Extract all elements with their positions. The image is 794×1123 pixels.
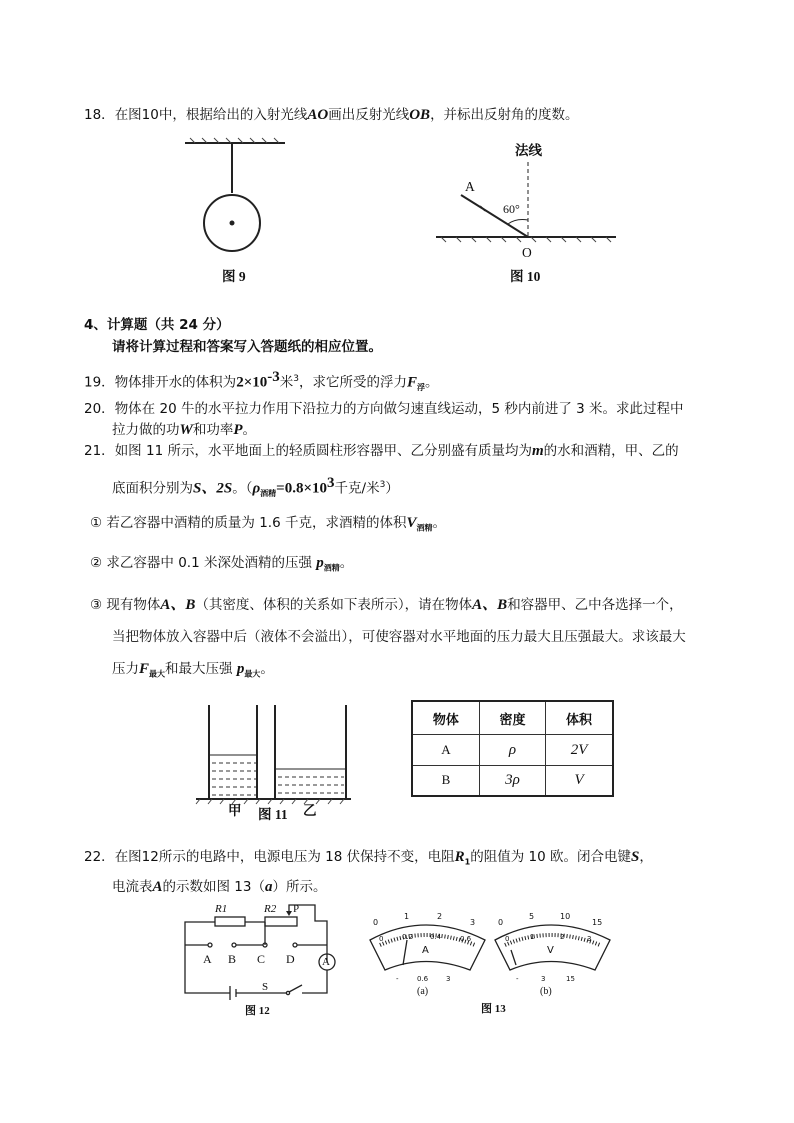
density-volume-table <box>411 700 614 797</box>
question-21-part2: ② 求乙容器中 0.1 米深处酒精的压强 $p_{酒精}$。 <box>90 555 354 573</box>
voltmeter-scale-top-0: 0 <box>498 918 504 927</box>
switch-label: S <box>262 981 269 993</box>
voltmeter-unit: V <box>547 945 554 956</box>
voltmeter-scale-bottom-3: 3 <box>587 935 592 943</box>
figure-11-containers <box>196 705 356 805</box>
question-21-line1: 21．如图 11 所示，水平地面上的轻质圆柱形容器甲、乙分别盛有质量均为m的水和酒精，甲、乙的 <box>84 443 679 459</box>
figure-13-caption: 图 13 <box>481 1003 506 1015</box>
ammeter-scale-bottom-3: 0.6 <box>460 935 472 943</box>
table-header-row <box>412 701 613 735</box>
table-cell: ρ <box>479 735 545 765</box>
angle-label: 60° <box>503 202 520 216</box>
ammeter-terminal-neg: - <box>396 975 399 983</box>
voltmeter-scale-bottom-2: 2 <box>560 933 565 941</box>
voltmeter-scale-top-2: 10 <box>560 912 571 921</box>
ammeter-scale-bottom-1: 0.2 <box>402 933 414 941</box>
voltmeter-scale-bottom-0: 0 <box>505 935 510 943</box>
voltmeter-scale-bottom-1: 1 <box>530 933 535 941</box>
container-jia-label: 甲 <box>228 803 242 819</box>
table-row <box>412 765 613 796</box>
ammeter-scale-top-2: 2 <box>437 912 443 921</box>
figure-9-pendulum <box>180 138 290 288</box>
question-21-part3-line3: 压力$F_{最大}$和最大压强 $p_{最大}$。 <box>112 661 274 679</box>
ray-a-label: A <box>465 179 475 194</box>
figure-11-caption: 图 11 <box>258 807 288 822</box>
question-21-part3-line2: 当把物体放入容器中后（液体不会溢出），可使容器对水平地面的压力最大且压强最大。求该最大 <box>112 629 686 645</box>
figure-13-meters <box>365 915 625 985</box>
question-20-line2: 拉力做的功W和功率P。 <box>112 422 257 438</box>
node-d: D <box>286 952 295 966</box>
ammeter-scale-top-3: 3 <box>470 918 476 927</box>
voltmeter-scale-top-1: 5 <box>529 912 535 921</box>
question-21-part1: ① 若乙容器中酒精的质量为 1.6 千克，求酒精的体积$V_{酒精}$。 <box>90 515 446 533</box>
ammeter-scale-top-1: 1 <box>404 912 410 921</box>
ammeter-terminal-0-6: 0.6 <box>417 975 429 983</box>
voltmeter-terminal-15: 15 <box>566 975 575 983</box>
question-22-line2: 电流表A的示数如图 13（a）所示。 <box>112 879 327 895</box>
figure-12-caption: 图 12 <box>245 1005 270 1017</box>
question-22-line1: 22．在图12所示的电路中，电源电压为 18 伏保持不变，电阻$R_1$的阻值为 10 欧。闭合电键S， <box>84 849 653 867</box>
table-cell: 2V <box>546 735 613 765</box>
ammeter-unit: A <box>422 945 429 956</box>
point-o-label: O <box>522 245 532 260</box>
table-header: 密度 <box>479 701 545 735</box>
normal-line-label: 法线 <box>515 143 542 159</box>
table-cell: 3ρ <box>479 765 545 796</box>
r1-label: R1 <box>215 903 228 915</box>
voltmeter-terminal-neg: - <box>516 975 519 983</box>
figure-9-caption: 图 9 <box>222 269 246 284</box>
question-21-line2: 底面积分别为S、2S。（$\rho_{酒精}=0.8\times 10^3$千克/米$^3$） <box>112 475 399 499</box>
question-20-line1: 20．物体在 20 牛的水平拉力作用下沿拉力的方向做匀速直线运动，5 秒内前进了 3 米。求此过程中 <box>84 401 684 417</box>
p-label: P <box>293 903 300 915</box>
table-header: 体积 <box>546 701 613 735</box>
question-18: 18．在图10中，根据给出的入射光线AO画出反射光线OB，并标出反射角的度数。 <box>84 107 579 123</box>
question-19: 19．物体排开水的体积为$2\times 10^{-3}$米$^3$，求它所受的浮力$F_浮$。 <box>84 369 439 393</box>
table-row <box>412 735 613 765</box>
ammeter-terminal-3: 3 <box>446 975 451 983</box>
container-yi-label: 乙 <box>303 803 317 819</box>
table-header: 物体 <box>412 701 479 735</box>
node-b: B <box>228 952 237 966</box>
voltmeter-scale-top-3: 15 <box>592 918 603 927</box>
ammeter-symbol: A <box>322 956 330 968</box>
section-title: 4、计算题（共 24 分） <box>84 317 230 333</box>
voltmeter-terminal-3: 3 <box>541 975 546 983</box>
meter-b-label: (b) <box>540 986 552 997</box>
r2-label: R2 <box>264 903 277 915</box>
meter-a-label: (a) <box>417 986 429 997</box>
node-a: A <box>203 952 212 966</box>
node-c: C <box>257 952 266 966</box>
table-cell: B <box>412 765 479 796</box>
ammeter-scale-top-0: 0 <box>373 918 379 927</box>
section-instruction: 请将计算过程和答案写入答题纸的相应位置。 <box>112 339 382 355</box>
question-21-part3-line1: ③ 现有物体A、B（其密度、体积的关系如下表所示），请在物体A、B和容器甲、乙中各选择一个， <box>90 597 683 613</box>
figure-10-caption: 图 10 <box>510 269 541 284</box>
table-cell: V <box>546 765 613 796</box>
ammeter-scale-bottom-2: 0.4 <box>430 933 442 941</box>
table-cell: A <box>412 735 479 765</box>
ammeter-scale-bottom-0: 0 <box>379 935 384 943</box>
